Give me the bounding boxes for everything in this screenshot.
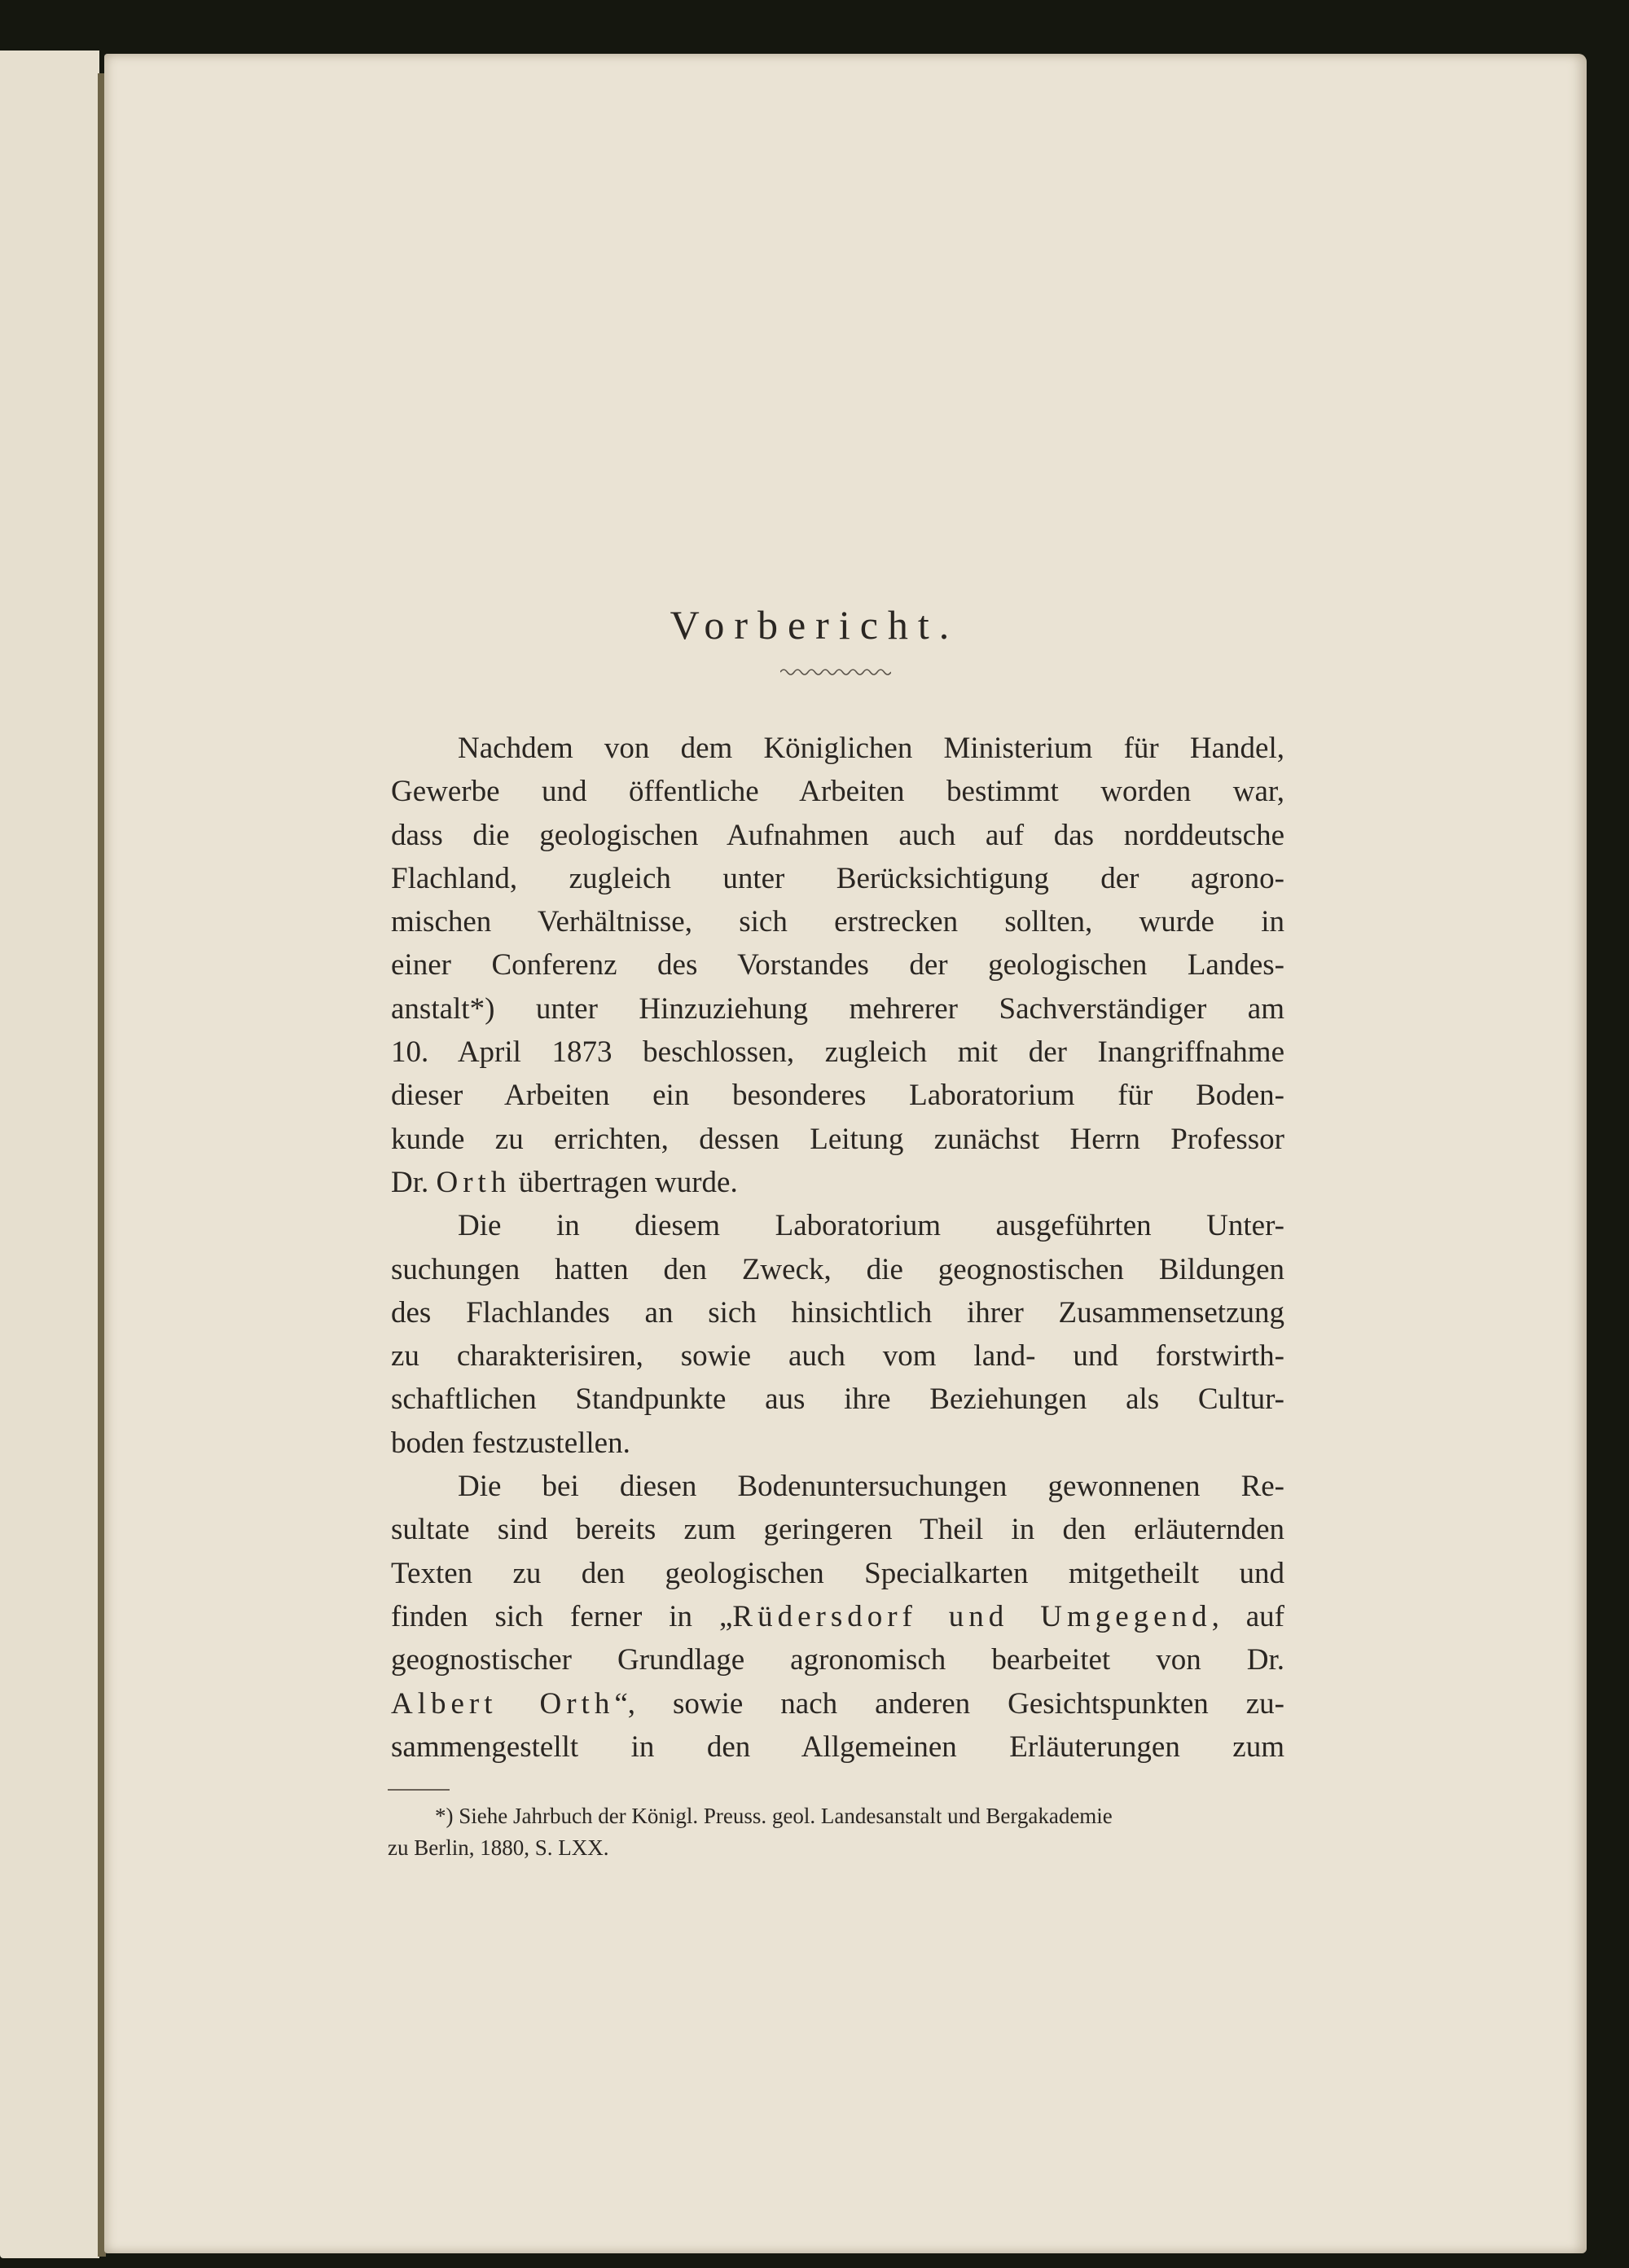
text-line <box>391 1595 1284 1638</box>
text-line <box>391 987 1284 1031</box>
text-line <box>391 1465 1284 1508</box>
text-line <box>391 1378 1284 1421</box>
text-segment: dass die geologischen Aufnahmen auch auf das norddeutsche <box>391 818 1284 852</box>
text-line <box>391 1248 1284 1291</box>
text-segment: geognostischer Grundlage agronomisch bearbeitet von Dr. <box>391 1643 1284 1677</box>
text-segment: kunde zu errichten, dessen Leitung zunächst Herrn Professor <box>391 1122 1284 1156</box>
spaced-name: Rüdersdorf und Umgegend <box>732 1599 1212 1633</box>
text-line <box>391 814 1284 857</box>
text-segment: 10. April 1873 beschlossen, zugleich mit der Inangriffnahme <box>391 1035 1284 1070</box>
text-segment: Texten zu den geologischen Specialkarten mitgetheilt und <box>391 1556 1284 1590</box>
text-line <box>391 943 1284 987</box>
text-segment: übertragen wurde. <box>511 1165 738 1199</box>
page-title: Vorbericht. <box>670 602 959 648</box>
text-line <box>391 900 1284 943</box>
text-segment: “, sowie nach anderen Gesichtspunkten zu- <box>614 1686 1284 1721</box>
text-segment: boden festzustellen. <box>391 1426 630 1460</box>
footnote <box>388 1800 1285 1864</box>
text-segment: sultate sind bereits zum geringeren Theil in den erläuternden <box>391 1513 1284 1547</box>
text-line <box>391 770 1284 813</box>
text-line <box>391 727 1284 770</box>
wavy-ornament <box>780 666 891 678</box>
body-text <box>391 727 1284 1769</box>
text-line <box>391 1334 1284 1378</box>
text-segment: suchungen hatten den Zweck, die geognostischen Bildungen <box>391 1252 1284 1286</box>
text-segment: Gewerbe und öffentliche Arbeiten bestimmt worden war, <box>391 775 1284 809</box>
text-segment: dieser Arbeiten ein besonderes Laboratorium für Boden- <box>391 1079 1284 1113</box>
text-line <box>391 1682 1284 1725</box>
text-segment: Die bei diesen Bodenuntersuchungen gewonnenen Re- <box>458 1470 1284 1504</box>
text-segment: sammengestellt in den Allgemeinen Erläuterungen zum <box>391 1730 1284 1764</box>
spaced-name: Orth <box>436 1165 512 1199</box>
text-line <box>391 1422 1284 1465</box>
text-segment: Flachland, zugleich unter Berücksichtigung der agrono- <box>391 861 1284 895</box>
text-line <box>391 1508 1284 1551</box>
text-line <box>391 1638 1284 1681</box>
text-segment: schaftlichen Standpunkte aus ihre Beziehungen als Cultur- <box>391 1382 1284 1417</box>
footnote-line: zu Berlin, 1880, S. LXX. <box>388 1835 609 1860</box>
text-line <box>391 857 1284 900</box>
text-segment: mischen Verhältnisse, sich erstrecken sollten, wurde in <box>391 905 1284 939</box>
text-segment: Die in diesem Laboratorium ausgeführten Unter- <box>458 1209 1284 1243</box>
text-line <box>391 1204 1284 1247</box>
text-segment: einer Conferenz des Vorstandes der geologischen Landes- <box>391 948 1284 982</box>
text-line <box>391 1291 1284 1334</box>
text-segment: , auf <box>1211 1599 1285 1633</box>
text-line <box>391 1074 1284 1117</box>
text-segment: Nachdem von dem Königlichen Ministerium für Handel, <box>458 732 1284 765</box>
text-line <box>391 1725 1284 1769</box>
text-segment: zu charakterisiren, sowie auch vom land- und forstwirth- <box>391 1339 1284 1374</box>
text-line <box>391 1031 1284 1074</box>
text-line <box>391 1118 1284 1161</box>
text-segment: Dr. <box>391 1165 437 1199</box>
text-segment: anstalt*) unter Hinzuziehung mehrerer Sachverständiger am <box>391 991 1284 1026</box>
left-page-edge <box>0 51 99 2258</box>
footnote-rule <box>388 1789 450 1791</box>
text-line <box>391 1161 1284 1204</box>
text-segment: des Flachlandes an sich hinsichtlich ihrer Zusammensetzung <box>391 1295 1284 1330</box>
text-line <box>391 1552 1284 1595</box>
spaced-name: Albert Orth <box>391 1686 615 1721</box>
footnote-line: *) Siehe Jahrbuch der Königl. Preuss. geol. Landesanstalt und Bergakademie <box>435 1804 1113 1828</box>
text-segment: finden sich ferner in „ <box>391 1599 733 1633</box>
